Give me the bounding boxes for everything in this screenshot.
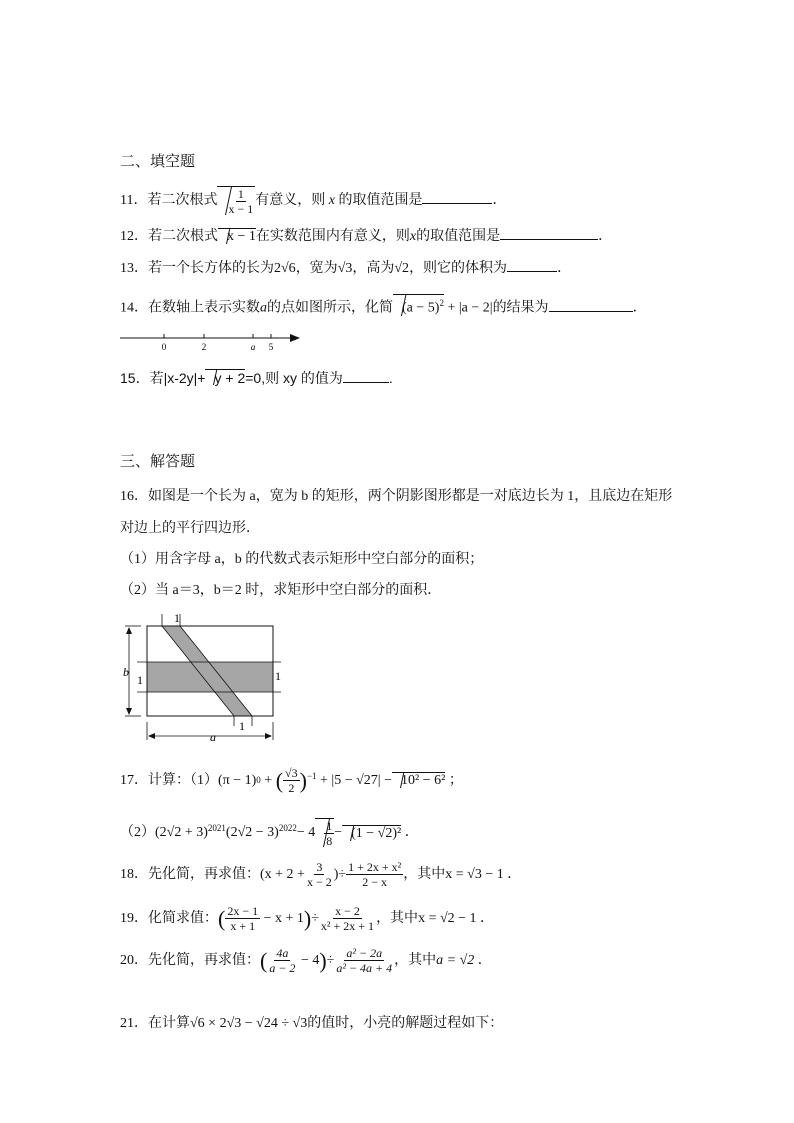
q12-text: 若二次根式 [148, 229, 218, 244]
q20-text: 先化简，再求值： [148, 952, 260, 968]
q12-text3: 的取值范围是 [416, 229, 501, 244]
q18-frac2-den: 2 − x [362, 875, 388, 889]
q21-expr: √6 × 2√3 − √24 ÷ √3 [190, 1016, 308, 1031]
q13-answer-blank[interactable] [507, 259, 557, 272]
q13-text: 若一个长方体的长为 [148, 261, 274, 276]
q17-rad-content: 10² − 6² [401, 773, 446, 788]
q11-text2: 有意义，则 [255, 193, 326, 209]
q20-number: 20． [120, 952, 148, 968]
q16-line2: 对边上的平行四边形． [120, 521, 260, 536]
q15-text: 若|x-2y|+ [149, 370, 206, 386]
q19-div: ÷ [311, 910, 319, 926]
q12-rad-content: x − 1 [227, 229, 256, 244]
q17-expr1-exp: 2021 [207, 823, 226, 833]
dim-bottom-arrow-right [265, 733, 272, 739]
q13-width: √3 [337, 261, 353, 276]
question-15 [120, 368, 393, 388]
q16-line1 [120, 487, 672, 507]
dim-bottom-arrow-left [148, 733, 155, 739]
q12-answer-blank[interactable] [500, 227, 598, 240]
q15-end: . [388, 370, 393, 386]
number-line-arrow [290, 334, 300, 342]
q11-frac-num: 1 [237, 187, 244, 201]
q13-text3: ，高为 [352, 261, 395, 276]
q18-text: 先化简，再求值： [148, 866, 260, 882]
q20-condition: a = √2 [436, 952, 475, 968]
q12-end: ． [598, 229, 613, 244]
q11-text3: 的取值范围是 [338, 193, 423, 209]
fig-label-left-1: 1 [137, 673, 143, 687]
q20-frac-num: 4a [276, 946, 289, 960]
q17-end: ； [448, 772, 463, 788]
q19-text: 化简求值： [148, 910, 218, 926]
q19-frac-den: x + 1 [230, 919, 256, 933]
fig-label-b: b [123, 665, 129, 679]
q15-text2: =0,则 xy 的值为 [245, 370, 343, 386]
q17-part1 [120, 766, 463, 795]
q19-expr-a: − x + 1 [263, 910, 304, 926]
q17-r2-content: (1 − √2)² [351, 825, 402, 841]
q17-label: 计算：（1） [148, 772, 218, 788]
q20-div: ÷ [326, 952, 335, 968]
q19-end: ． [480, 910, 495, 926]
q17-paren-right: ) [299, 767, 307, 793]
q17-part2 [120, 818, 419, 848]
q12-var: x [409, 229, 417, 244]
q11-answer-blank[interactable] [422, 191, 492, 204]
dim-left-arrow-down [126, 708, 132, 715]
q20-frac2-num: a² − 2a [346, 946, 383, 960]
label-2: 2 [201, 342, 207, 352]
question-21 [120, 1014, 503, 1034]
question-13 [120, 259, 571, 279]
q19-paren-left: ( [218, 905, 226, 931]
q15-number: 15． [120, 370, 150, 386]
q15-answer-blank[interactable] [343, 370, 389, 383]
q11-number: 11． [120, 193, 148, 209]
q21-text2: 的值时，小亮的解题过程如下： [307, 1016, 504, 1031]
q14-radical [393, 294, 444, 317]
q17-expr3: − 4 [296, 825, 316, 840]
q17-radical [392, 772, 445, 789]
q17-expr2-exp: 2022 [278, 823, 297, 833]
q18-frac-den: x − 2 [306, 875, 332, 889]
q15-radical [205, 369, 245, 386]
q13-end: ． [557, 261, 572, 276]
q14-end: ． [632, 300, 647, 316]
label-5: 5 [268, 342, 274, 352]
q17-r1-den: 8 [326, 834, 333, 848]
question-18 [120, 860, 521, 889]
q12-text2: 在实数范围内有意义，则 [255, 229, 410, 244]
q19-number: 19． [120, 910, 148, 926]
q17-plus: + [264, 772, 273, 788]
fig-label-bottom-1: 1 [239, 719, 245, 733]
section-title-solve: 三、解答题 [120, 454, 196, 470]
q17-expr1: (2√2 + 3) [155, 825, 208, 840]
q17-frac-exp: −1 [306, 771, 317, 781]
q18-expr-a: (x + 2 + [260, 866, 305, 882]
q17-radical3 [342, 825, 401, 842]
q14-number: 14． [120, 300, 148, 316]
fig-label-right-1: 1 [275, 669, 281, 683]
q13-text2: ，宽为 [295, 261, 338, 276]
q17-term1-exp: 0 [256, 775, 261, 785]
fig-label-a: a [210, 730, 216, 744]
q17-frac-num: √3 [285, 766, 298, 780]
number-line [120, 330, 310, 352]
q12-radical [218, 228, 256, 245]
q18-condition: x = √3 − 1 [445, 866, 504, 882]
q16-number: 16． [120, 489, 148, 504]
q14-var: a [260, 300, 267, 316]
q13-length: 2√6 [274, 261, 296, 276]
q17-term1: (π − 1) [218, 772, 257, 788]
q19-frac2-num: x − 2 [335, 904, 360, 918]
q20-end: ． [477, 952, 492, 968]
q19-condition: x = √2 − 1 [418, 910, 477, 926]
q17-expr4: − [334, 825, 343, 840]
q17-r1-num: 1 [326, 819, 333, 833]
question-20 [120, 946, 492, 975]
q21-number: 21． [120, 1016, 148, 1031]
q13-text4: ，则它的体积为 [409, 261, 508, 276]
q11-frac-den: x − 1 [228, 202, 254, 216]
q20-expr-a: − 4 [300, 952, 320, 968]
q14-text: 在数轴上表示实数 [148, 300, 260, 316]
q13-height: √2 [394, 261, 410, 276]
q15-rad-content: y + 2 [214, 370, 246, 386]
q14-square: 2 [439, 298, 444, 308]
question-12 [120, 227, 612, 247]
q11-end: ． [492, 193, 507, 209]
q20-frac2-den: a² − 4a + 4 [336, 961, 393, 975]
q13-number: 13． [120, 261, 148, 276]
q16-text1: 如图是一个长为 a，宽为 b 的矩形，两个阴影图形都是一对底边长为 1，且底边在矩形 [148, 489, 673, 504]
q20-frac-den: a − 2 [269, 961, 296, 975]
q18-number: 18． [120, 866, 148, 882]
q17-expr2: (2√2 − 3) [225, 825, 279, 840]
q18-text2: ，其中 [403, 866, 446, 882]
q17-frac-den: 2 [288, 781, 295, 795]
q14-text3: 的结果为 [492, 300, 549, 316]
q17-paren-left: ( [275, 767, 284, 793]
q21-text: 在计算 [148, 1016, 190, 1031]
q20-text2: ，其中 [394, 952, 437, 968]
q19-paren-right: ) [303, 905, 312, 931]
q16-sub1: （1）用含字母 a，b 的代数式表示矩形中空白部分的面积； [120, 552, 484, 567]
q11-text: 若二次根式 [147, 193, 218, 209]
q18-expr-b: )÷ [333, 866, 347, 882]
q14-answer-blank[interactable] [549, 299, 633, 312]
fig-label-top-1: 1 [174, 611, 180, 625]
q18-frac-num: 3 [316, 860, 323, 874]
q19-text2: ，其中 [376, 910, 419, 926]
dim-left-arrow-up [126, 627, 132, 634]
q18-frac2-num: 1 + 2x + x² [348, 860, 402, 874]
q16-figure [115, 610, 295, 745]
q14-rad-content: (a − 5) [402, 300, 440, 316]
q17-number: 17． [120, 772, 148, 788]
q16-sub2: （2）当 a＝3，b＝2 时，求矩形中空白部分的面积． [120, 583, 442, 598]
q17-radical2 [315, 818, 334, 848]
label-a: a [250, 342, 256, 352]
q17-label2: （2） [120, 825, 155, 840]
q11-radical [217, 186, 255, 216]
q11-var: x [328, 193, 335, 209]
q12-number: 12． [120, 229, 148, 244]
label-0: 0 [161, 342, 167, 352]
q14-abs: + |a − 2| [447, 300, 493, 316]
q19-frac2-den: x² + 2x + 1 [320, 919, 375, 933]
q20-paren-left: ( [260, 947, 268, 973]
section-title-fill: 二、填空题 [120, 154, 196, 170]
q17-end2: ． [404, 825, 419, 840]
q18-end: ． [507, 866, 522, 882]
question-19 [120, 904, 494, 933]
q19-frac-num: 2x − 1 [227, 904, 259, 918]
question-14 [120, 294, 647, 319]
q17-term3: + |5 − √27| − [320, 772, 393, 788]
q14-text2: 的点如图所示，化简 [267, 300, 393, 316]
question-11 [120, 186, 506, 216]
q20-paren-right: ) [319, 947, 327, 973]
